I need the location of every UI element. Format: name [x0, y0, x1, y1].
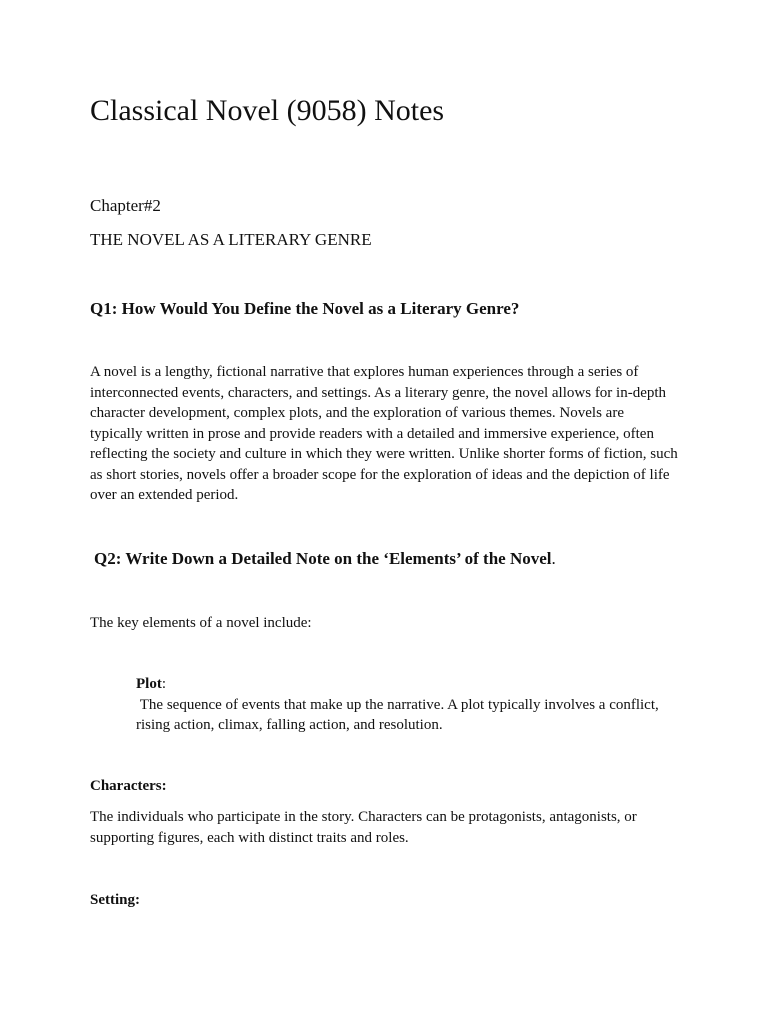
element-setting-heading: Setting: [90, 892, 140, 908]
element-plot-colon: : [161, 676, 166, 692]
question-1-answer: A novel is a lengthy, fictional narrative that explores human experiences through a series of interconnected events, characters, and settings. As a literary genre, the novel allows for in-depth character development, complex plots, and the exploration of various themes. Novels are typically written in prose and provide readers with a detailed and immersive experience, often reflecting the society and culture in which they were written. Unlike shorter forms of fiction, such as short stories, novels offer a broader scope for the exploration of ideas and the depiction of life over an extended period. [90, 364, 678, 503]
elements-intro: The key elements of a novel include: [90, 615, 312, 631]
element-plot-description [136, 695, 676, 736]
element-plot [136, 674, 676, 736]
question-2-heading-text: Q2: Write Down a Detailed Note on the ‘Elements’ of the Novel [94, 549, 552, 568]
chapter-label: Chapter#2 [90, 196, 161, 215]
question-2-heading-period: . [551, 549, 556, 568]
element-characters-heading: Characters: [90, 778, 167, 794]
document-title: Classical Novel (9058) Notes [90, 94, 445, 127]
question-1-heading: Q1: How Would You Define the Novel as a Literary Genre? [90, 299, 520, 318]
element-plot-term: Plot [136, 676, 162, 692]
element-characters-description: The individuals who participate in the story. Characters can be protagonists, antagonists, or supporting figures, each with distinct traits and roles. [90, 809, 637, 846]
element-plot-description-text: The sequence of events that make up the narrative. A plot typically involves a conflict, rising action, climax, falling action, and resolution. [136, 696, 659, 733]
question-2-heading [90, 548, 556, 570]
chapter-subtitle: THE NOVEL AS A LITERARY GENRE [90, 230, 372, 249]
